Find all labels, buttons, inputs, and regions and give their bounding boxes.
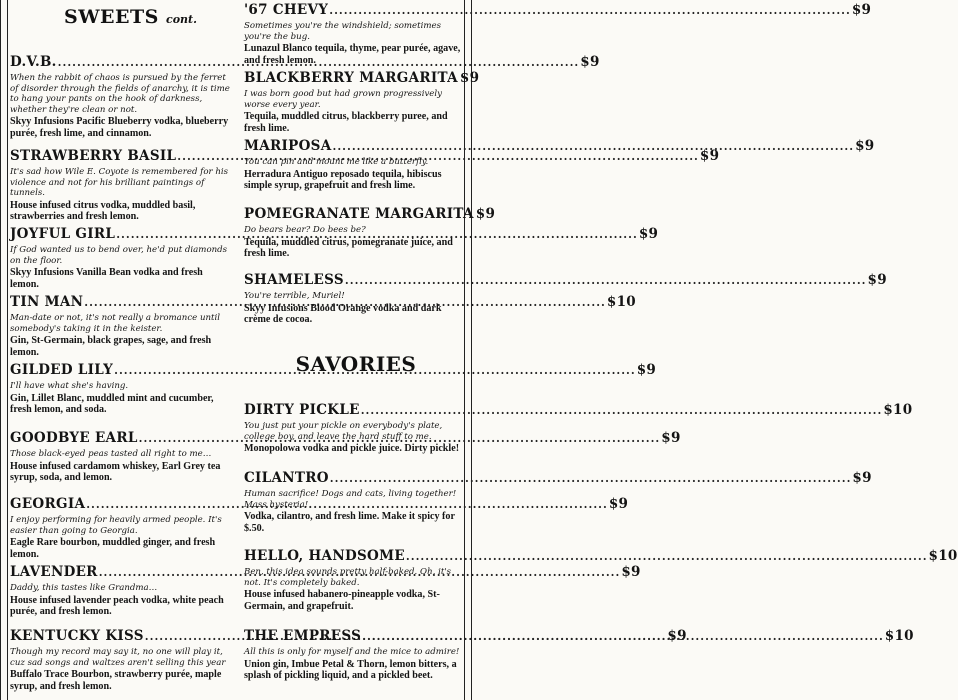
menu-item-dirty-pickle [244,402,913,455]
item-ingredients: House infused citrus vodka, muddled basil, strawberries and fresh lemon. [10,199,196,223]
item-ingredients: Herradura Antiguo reposado tequila, hibiscus simple syrup, grapefruit and fresh lime. [244,168,442,192]
item-price: $9 [852,470,872,486]
item-price: $9 [667,628,687,644]
menu-item-mariposa [244,138,875,192]
item-description: Sometimes you're the windshield; sometimes you're the bug. [244,21,441,42]
menu-item-pomegranate-margarita [244,206,496,260]
item-name: DIRTY PICKLE [244,402,360,418]
item-price: $10 [884,628,914,644]
item-name: POMEGRANATE MARGARITA [244,206,474,222]
menu-item-67-chevy [244,2,872,66]
item-name: GOODBYE EARL [10,430,138,446]
item-name: SHAMELESS [244,272,344,288]
item-name: LAVENDER [10,564,98,580]
sweets-heading [64,6,197,28]
item-ingredients: Eagle Rare bourbon, muddled ginger, and fresh lemon. [10,537,216,560]
item-price: $9 [638,226,659,242]
item-ingredients: Tequila, muddled citrus, blackberry puree, and fresh lime. [244,111,448,134]
item-ingredients: Tequila, muddled citrus, pomegranate juice, and fresh lime. [244,236,453,260]
item-description: Man-date or not, it's not really a bromance until somebody's taking it in the keister. [10,313,220,334]
item-description: All this is only for myself and the mice to admire! [244,647,460,657]
item-ingredients: Buffalo Trace Bourbon, strawberry purée, maple syrup, and fresh lemon. [10,669,222,692]
menu-item-blackberry-margarita [244,70,480,134]
leader-dots [333,139,855,155]
item-ingredients: Vodka, cilantro, and fresh lime. Make it spicy for $.50. [244,511,455,534]
item-price: $9 [851,2,872,18]
item-ingredients: Skyy Infusions Vanilla Bean vodka and fresh lemon. [10,267,203,290]
item-name: GEORGIA [10,496,86,512]
item-ingredients: Gin, Lillet Blanc, muddled mint and cucumber, fresh lemon, and soda. [10,392,214,416]
item-description: If God wanted us to bend over, he'd put diamonds on the floor. [10,245,228,266]
item-price: $9 [855,138,875,154]
item-name: JOYFUL GIRL [10,226,116,242]
item-price: $9 [475,206,496,222]
sweets-cont: cont. [166,13,197,26]
item-name: STRAWBERRY BASIL [10,148,177,164]
item-ingredients: Gin, St-Germain, black grapes, sage, and fresh lemon. [10,335,212,358]
item-name: CILANTRO [244,470,329,486]
menu-item-hello-handsome [244,548,958,612]
item-name: BLACKBERRY MARGARITA [244,70,458,86]
item-price: $10 [883,402,913,418]
leader-dots [330,471,852,487]
leader-dots [329,3,851,19]
item-price: $10 [606,294,636,310]
item-description: It's sad how Wile E. Coyote is remembered for his violence and not for his brilliant paintings of tunnels. [10,167,229,199]
item-ingredients: Skyy Infusions Blood Orange vodka and dark crème de cocoa. [244,302,442,326]
leader-dots [361,403,883,419]
item-price: $9 [636,362,657,378]
item-description: Though my record may say it, no one will play it, cuz sad songs and waltzes aren't selling this year [10,647,226,668]
item-name: HELLO, HANDSOME [244,548,405,564]
item-ingredients: House infused lavender peach vodka, white peach purée, and fresh lemon. [10,594,224,618]
item-description: When the rabbit of chaos is pursued by the ferret of disorder through the fields of anarchy, it is time to hang your pants on the hook of darkness, whether they're clean or not. [10,73,230,115]
item-ingredients: House infused habanero-pineapple vodka, St-Germain, and grapefruit. [244,589,440,612]
item-description: Those black-eyed peas tasted all right to me… [10,449,212,459]
item-price: $9 [621,564,641,580]
item-price: $9 [459,70,480,86]
item-ingredients: Monopolowa vodka and pickle juice. Dirty pickle! [244,443,460,455]
item-description: Daddy, this tastes like Grandma… [10,583,158,593]
item-price: $9 [580,54,600,70]
item-description: You just put your pickle on everybody's plate, college boy, and leave the hard stuff to me. [244,421,443,442]
item-name: '67 CHEVY [244,2,329,18]
item-description: Do bears bear? Do bees be? [244,225,366,235]
savories-title: SAVORIES [295,352,417,376]
item-ingredients: Skyy Infusions Pacific Blueberry vodka, blueberry purée, fresh lime, and cinnamon. [10,116,229,139]
left-border [0,0,8,700]
item-description: I'll have what she's having. [10,381,129,391]
item-price: $10 [928,548,958,564]
item-name: THE EMPRESS [244,628,362,644]
item-name: D.V.B. [10,54,57,70]
item-name: GILDED LILY [10,362,114,378]
item-ingredients: Union gin, Imbue Petal & Thorn, lemon bitters, a splash of pickling liquid, and a pickled beet. [244,658,457,682]
item-description: Human sacrifice! Dogs and cats, living together! Mass hysteria! [244,489,457,510]
item-description: I enjoy performing for heavily armed people. It's easier than going to Georgia. [10,515,222,536]
leader-dots [345,273,867,289]
item-description: I was born good but had grown progressively worse every year. [244,89,442,110]
menu-item-cilantro [244,470,872,534]
leader-dots [362,629,884,645]
item-ingredients: Lunazul Blanco tequila, thyme, pear purée, agave, and fresh lemon. [244,43,461,66]
item-description: You're terrible, Muriel! [244,291,345,301]
sweets-title: SWEETS [64,6,159,28]
item-price: $9 [661,430,681,446]
item-price: $9 [867,272,887,288]
item-name: KENTUCKY KISS [10,628,144,644]
item-description: You can pin and mount me like a butterfly. [244,157,429,167]
item-name: TIN MAN [10,294,84,310]
item-description: Ben, this idea sounds pretty half-baked. Oh, it's not. It's completely baked. [244,567,452,588]
item-name: MARIPOSA [244,138,332,154]
item-price: $9 [699,148,720,164]
menu-item-the-empress [244,628,914,682]
item-price: $9 [608,496,629,512]
leader-dots [406,549,928,565]
item-ingredients: House infused cardamom whiskey, Earl Grey tea syrup, soda, and lemon. [10,460,221,484]
